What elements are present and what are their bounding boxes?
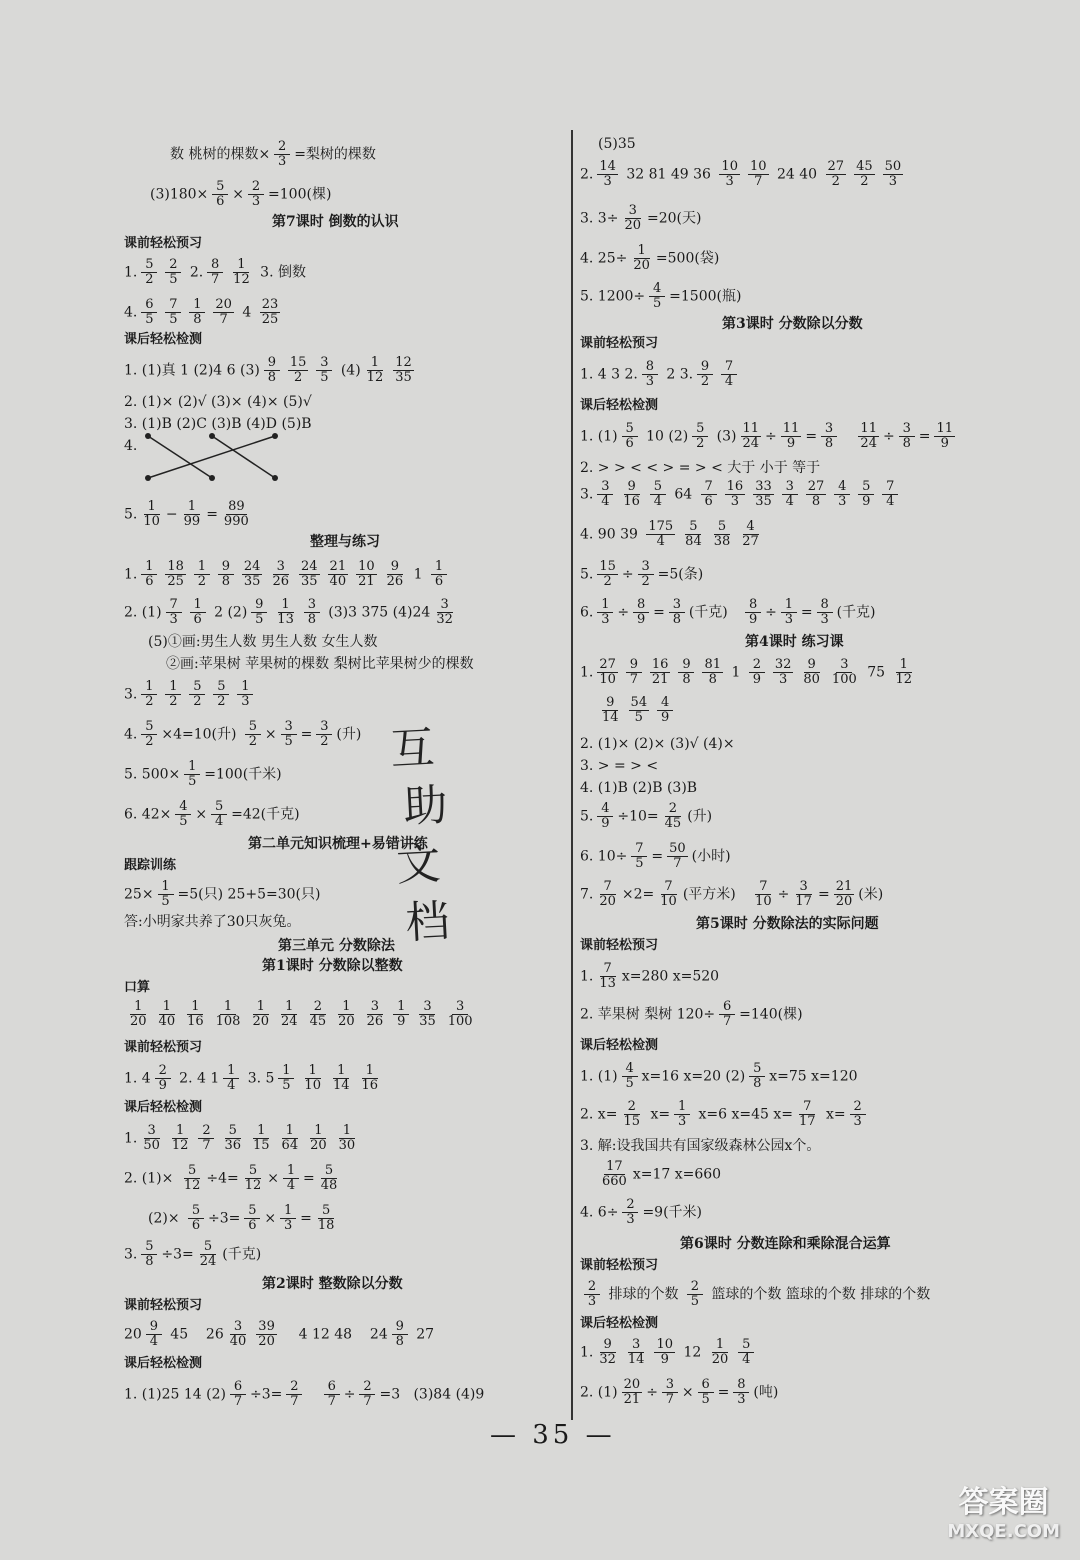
subheading: 课前轻松预习 (580, 1258, 659, 1273)
section-heading: 第1课时 分数除以整数 (262, 958, 403, 974)
text-line: 2. (1)× (2)√ (3)× (4)× (5)√ (124, 394, 312, 410)
text-line: 4. (124, 438, 138, 454)
text-line: 1. (1) $\frac{5}{6}$ 10 (2) $\frac{5}{2}$ (3) $\frac{11}{24}$ ÷ $\frac{11}{9}$ = $\frac{3}{8}$ $\frac{11}{24}$ ÷ $\frac{3}{8}$ = $\frac{11}{9}$ (580, 421, 953, 451)
text-line: ②画:苹果树 苹果树的棵数 梨树比苹果树少的棵数 (166, 656, 474, 672)
text-line: 4. 6÷ $\frac{2}{3}$ =9(千米) (580, 1197, 703, 1227)
matching-lines (140, 426, 290, 486)
text-line: 数 桃树的棵数× $\frac{2}{3}$ =梨树的棵数 (170, 139, 376, 169)
text-line: 1. $\frac{3}{50}$ $\frac{1}{12}$ $\frac{2}{7}$ $\frac{5}{36}$ $\frac{1}{15}$ $\frac{1}{64}$ $\frac{1}{20}$ $\frac{1}{30}$ (124, 1123, 356, 1153)
text-line: 2. (1)× (2)× (3)√ (4)× (580, 736, 735, 752)
text-line: 3. $\frac{1}{2}$ $\frac{1}{2}$ $\frac{5}{2}$ $\frac{5}{2}$ $\frac{1}{3}$ (124, 680, 257, 709)
text-line: 答:小明家共养了30只灰兔。 (124, 914, 301, 930)
section-heading: 第2课时 整数除以分数 (262, 1276, 403, 1292)
text-line: 2. 苹果树 梨树 120÷ $\frac{6}{7}$ =140(棵) (580, 999, 803, 1029)
text-line: 4. 90 39 $\frac{175}{4}$ $\frac{5}{84}$ $\frac{5}{38}$ $\frac{4}{27}$ (580, 519, 759, 549)
text-line: 1. $\frac{1}{6}$ $\frac{18}{25}$ $\frac{1}{2}$ $\frac{9}{8}$ $\frac{24}{35}$ $\frac{3}{26}$ $\frac{24}{35}$ $\frac{21}{40}$ $\frac{10}{21}$ $\frac{9}{26}$ 1 $\frac{1}{6}$ (124, 560, 451, 589)
section-heading: 第5课时 分数除法的实际问题 (696, 916, 879, 932)
text-line: $\frac{9}{14}$ $\frac{54}{5}$ $\frac{4}{9}$ (596, 696, 677, 725)
text-line: 20 $\frac{9}{4}$ 45 26 $\frac{3}{40}$ $\frac{39}{20}$ 4 12 48 24 $\frac{9}{8}$ 27 (124, 1319, 435, 1349)
text-line: 1. 4 $\frac{2}{9}$ 2. 4 1 $\frac{1}{4}$ 3. 5 $\frac{1}{5}$ $\frac{1}{10}$ $\frac{1}{14}$ $\frac{1}{16}$ (124, 1063, 379, 1093)
watermark-url: MXQE.COM (947, 1521, 1060, 1542)
subheading: 课前轻松预习 (580, 938, 659, 953)
text-line: 1. $\frac{27}{10}$ $\frac{9}{7}$ $\frac{16}{21}$ $\frac{9}{8}$ $\frac{81}{8}$ 1 $\frac{2}{9}$ $\frac{32}{3}$ $\frac{9}{80}$ $\frac{3}{100}$ 75 $\frac{1}{12}$ (580, 657, 913, 687)
text-line: $\frac{17}{660}$ x=17 x=660 (602, 1159, 722, 1189)
text-line: 3. 解:设我国共有国家级森林公园x个。 (580, 1138, 821, 1154)
subheading: 课后轻松检测 (124, 332, 203, 347)
text-line: 1. 4 3 2. $\frac{8}{3}$ 2 3. $\frac{9}{2}$ $\frac{7}{4}$ (580, 360, 741, 389)
section-heading: 第二单元知识梳理+易错讲练 (248, 836, 428, 852)
subheading: 口算 (124, 980, 151, 995)
text-line: (5)35 (598, 136, 636, 152)
text-line: (5)①画:男生人数 男生人数 女生人数 (148, 634, 378, 650)
section-heading: 第三单元 分数除法 (278, 938, 395, 954)
text-line: 1. $\frac{5}{2}$ $\frac{2}{5}$ 2. $\frac{8}{7}$ $\frac{1}{12}$ 3. 倒数 (124, 257, 306, 287)
text-line: 2. > > < < > = > < 大于 小于 等于 (580, 460, 821, 476)
text-line: 3. $\frac{5}{8}$ ÷3= $\frac{5}{24}$ (千克) (124, 1239, 262, 1269)
watermark-logo: 答案圈 (958, 1485, 1049, 1520)
text-line: 2. x= $\frac{2}{15}$ x= $\frac{1}{3}$ x=6 x=45 x= $\frac{7}{17}$ x= $\frac{2}{3}$ (580, 1100, 870, 1129)
subheading: 课前轻松预习 (124, 236, 203, 251)
section-heading: 第6课时 分数连除和乘除混合运算 (680, 1236, 891, 1252)
site-watermark (947, 1477, 1060, 1542)
text-line: 3. (1)B (2)C (3)B (4)D (5)B (124, 416, 312, 432)
text-line: 4. $\frac{5}{2}$ ×4=10(升) $\frac{5}{2}$ × $\frac{3}{5}$ = $\frac{3}{2}$ (升) (124, 719, 362, 749)
subheading: 课前轻松预习 (124, 1040, 203, 1055)
section-heading: 第3课时 分数除以分数 (722, 316, 863, 332)
subheading: 跟踪训练 (124, 858, 177, 873)
text-line: 25× $\frac{1}{5}$ =5(只) 25+5=30(只) (124, 879, 321, 909)
text-line: 5. $\frac{1}{10}$ − $\frac{1}{99}$ = $\frac{89}{990}$ (124, 499, 249, 529)
text-line: (3)180× $\frac{5}{6}$ × $\frac{2}{3}$ =100(棵) (150, 179, 332, 209)
text-line: $\frac{2}{3}$ 排球的个数 $\frac{2}{5}$ 篮球的个数 篮球的个数 排球的个数 (580, 1280, 930, 1309)
text-line: 5. 500× $\frac{1}{5}$ =100(千米) (124, 759, 282, 789)
section-heading: 整理与练习 (310, 534, 380, 550)
text-line: 3. 3÷ $\frac{3}{20}$ =20(天) (580, 203, 702, 233)
text-line: 2. (1) $\frac{7}{3}$ $\frac{1}{6}$ 2 (2) $\frac{9}{5}$ $\frac{1}{13}$ $\frac{3}{8}$ (3)3 375 (4)24 $\frac{3}{32}$ (124, 597, 453, 627)
subheading: 课后轻松检测 (580, 1316, 659, 1331)
text-line: 3. $\frac{3}{4}$ $\frac{9}{16}$ $\frac{5}{4}$ 64 $\frac{7}{6}$ $\frac{16}{3}$ $\frac{33}{35}$ $\frac{3}{4}$ $\frac{27}{8}$ $\frac{4}{3}$ $\frac{5}{9}$ $\frac{7}{4}$ (580, 480, 902, 509)
text-line: 6. $\frac{1}{3}$ ÷ $\frac{8}{9}$ = $\frac{3}{8}$ (千克) $\frac{8}{9}$ ÷ $\frac{1}{3}$ = $\frac{8}{3}$ (千克) (580, 597, 876, 627)
text-line: (2)× $\frac{5}{6}$ ÷3= $\frac{5}{6}$ × $\frac{1}{3}$ = $\frac{5}{18}$ (148, 1203, 335, 1233)
handwritten-watermark: 互 助 文 档 (389, 722, 451, 949)
text-line: 6. 42× $\frac{4}{5}$ × $\frac{5}{4}$ =42(千克) (124, 799, 300, 829)
subheading: 课前轻松预习 (580, 336, 659, 351)
text-line: 4. 25÷ $\frac{1}{20}$ =500(袋) (580, 243, 720, 273)
text-line: 4. $\frac{6}{5}$ $\frac{7}{5}$ $\frac{1}{8}$ $\frac{20}{7}$ 4 $\frac{23}{25}$ (124, 297, 279, 327)
text-line: 6. 10÷ $\frac{7}{5}$ = $\frac{50}{7}$ (小时) (580, 841, 731, 871)
text-line: 1. (1) $\frac{4}{5}$ x=16 x=20 (2) $\frac{5}{8}$ x=75 x=120 (580, 1061, 858, 1091)
text-line: 2. $\frac{14}{3}$ 32 81 49 36 $\frac{10}{3}$ $\frac{10}{7}$ 24 40 $\frac{27}{2}$ $\frac{45}{2}$ $\frac{50}{3}$ (580, 159, 902, 189)
column-divider (571, 130, 573, 1420)
text-line: 1. (1)真 1 (2)4 6 (3) $\frac{9}{8}$ $\frac{15}{2}$ $\frac{3}{5}$ (4) $\frac{1}{12}$ $\frac{12}{35}$ (124, 355, 412, 385)
subheading: 课后轻松检测 (124, 1356, 203, 1371)
text-line: 2. (1)× $\frac{5}{12}$ ÷4= $\frac{5}{12}$ × $\frac{1}{4}$ = $\frac{5}{48}$ (124, 1163, 338, 1193)
subheading: 课前轻松预习 (124, 1298, 203, 1313)
page-number: — 35 — (490, 1420, 616, 1450)
text-line: 5. $\frac{4}{9}$ ÷10= $\frac{2}{45}$ (升) (580, 801, 713, 831)
text-line: $\frac{1}{20}$ $\frac{1}{40}$ $\frac{1}{16}$ $\frac{1}{108}$ $\frac{1}{20}$ $\frac{1}{24}$ $\frac{2}{45}$ $\frac{1}{20}$ $\frac{3}{26}$ $\frac{1}{9}$ $\frac{3}{35}$ $\frac{3}{100}$ (130, 999, 473, 1029)
text-line: 3. > = > < (580, 758, 659, 774)
section-heading: 第7课时 倒数的认识 (272, 214, 399, 230)
text-line: 1. $\frac{7}{13}$ x=280 x=520 (580, 961, 720, 991)
text-line: 7. $\frac{7}{20}$ ×2= $\frac{7}{10}$ (平方米) $\frac{7}{10}$ ÷ $\frac{3}{17}$ = $\frac{21}{20}$ (米) (580, 879, 884, 909)
subheading: 课后轻松检测 (124, 1100, 203, 1115)
text-line: 5. 1200÷ $\frac{4}{5}$ =1500(瓶) (580, 281, 742, 311)
subheading: 课后轻松检测 (580, 1038, 659, 1053)
text-line: 5. $\frac{15}{2}$ ÷ $\frac{3}{2}$ =5(条) (580, 559, 704, 589)
section-heading: 第4课时 练习课 (745, 634, 844, 650)
text-line: 4. (1)B (2)B (3)B (580, 780, 698, 796)
text-line: 1. $\frac{9}{32}$ $\frac{3}{14}$ $\frac{10}{9}$ 12 $\frac{1}{20}$ $\frac{5}{4}$ (580, 1338, 758, 1367)
text-line: 2. (1) $\frac{20}{21}$ ÷ $\frac{3}{7}$ × $\frac{6}{5}$ = $\frac{8}{3}$ (吨) (580, 1377, 779, 1407)
text-line: 1. (1)25 14 (2) $\frac{6}{7}$ ÷3= $\frac{2}{7}$ $\frac{6}{7}$ ÷ $\frac{2}{7}$ =3 (3)84 (4)9 (124, 1379, 485, 1409)
subheading: 课后轻松检测 (580, 398, 659, 413)
